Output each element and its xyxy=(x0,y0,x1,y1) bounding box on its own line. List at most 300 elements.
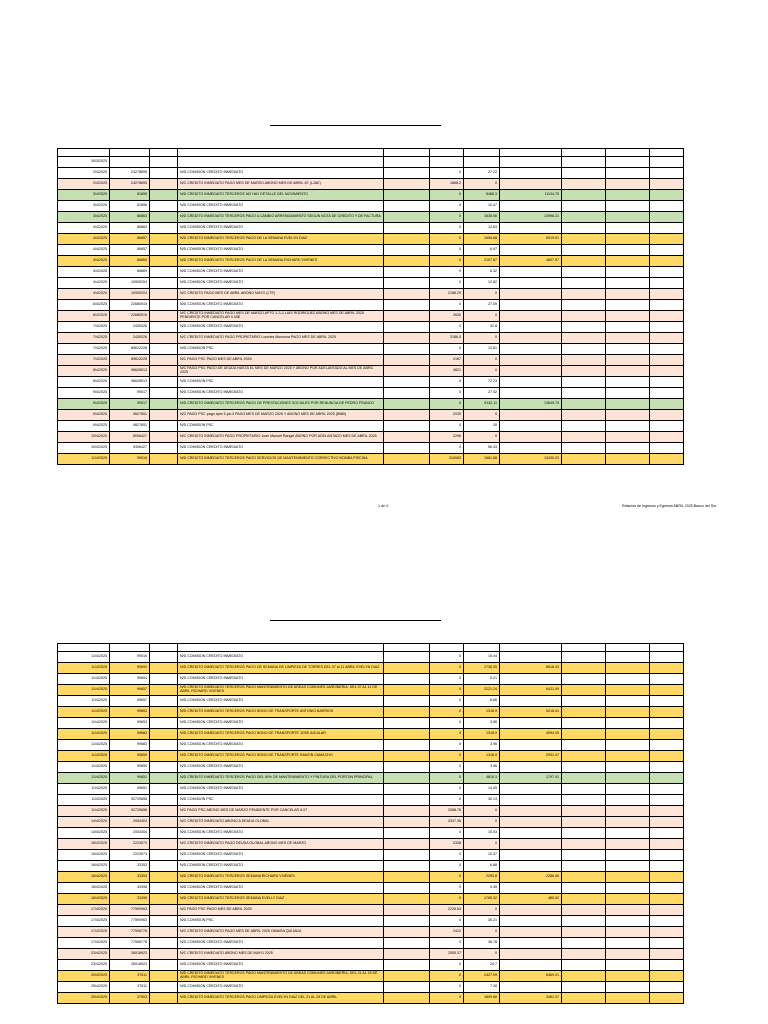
cell-debit: 0 xyxy=(430,828,464,839)
cell-date: 15/4/2025 xyxy=(58,850,110,861)
cell-credit: 27.42 xyxy=(464,388,500,399)
cell-credit: 0 xyxy=(464,366,500,377)
cell-blank xyxy=(562,212,606,223)
cell-date: 3/4/2025 xyxy=(58,212,110,223)
cell-description: N/D COMISION CREDITO INMEDIATO xyxy=(178,828,384,839)
cell-debit: 3337.36 xyxy=(430,817,464,828)
cell-blank xyxy=(384,267,430,278)
cell-balance xyxy=(500,905,562,916)
cell-debit: 0 xyxy=(430,443,464,454)
cell-date: 11/4/2025 xyxy=(58,652,110,663)
cell-balance xyxy=(500,245,562,256)
cell-blank xyxy=(150,894,178,905)
cell-reference: 77590963 xyxy=(110,905,150,916)
cell-reference: 2430026 xyxy=(110,333,150,344)
cell-balance xyxy=(500,740,562,751)
cell-balance xyxy=(500,432,562,443)
ledger-row xyxy=(58,795,684,806)
cell-credit: 1656.68 xyxy=(464,234,500,245)
cell-credit: 14.45 xyxy=(464,784,500,795)
cell-blank xyxy=(562,982,606,993)
cell-description: N/D COMISION PSC xyxy=(178,795,384,806)
cell-blank xyxy=(150,784,178,795)
cell-blank xyxy=(150,311,178,322)
ledger-row xyxy=(58,773,684,784)
cell-blank xyxy=(150,652,178,663)
cell-date: 11/4/2025 xyxy=(58,696,110,707)
cell-reference: 99016 xyxy=(110,652,150,663)
cell-blank xyxy=(650,267,684,278)
cell-blank xyxy=(384,905,430,916)
cell-blank xyxy=(606,278,650,289)
cell-credit: 12.63 xyxy=(464,223,500,234)
ledger-row xyxy=(58,916,684,927)
cell-description: N/C CREDITO INMEDIATO PAGO MES DE MARZO APTO 1-3-2 LUIS RODRIGUEZ ABONO MES DE ABRIL 2025 PENDIENTE POR CANCELAR 0.00$ xyxy=(178,311,384,322)
cell-balance xyxy=(500,644,562,652)
cell-description: N/D CREDITO INMEDIATO TERCEROS PAGO BONO DE TRANSPORTE ANTONIO BARRIOS xyxy=(178,707,384,718)
cell-date: 9/4/2025 xyxy=(58,421,110,432)
cell-balance xyxy=(500,157,562,168)
cell-blank xyxy=(562,311,606,322)
cell-blank xyxy=(562,399,606,410)
cell-debit: 0 xyxy=(430,916,464,927)
cell-date: 16/4/2025 xyxy=(58,894,110,905)
ledger-row xyxy=(58,839,684,850)
cell-debit: 0 xyxy=(430,960,464,971)
cell-debit: 1868.2 xyxy=(430,179,464,190)
cell-balance: 485.52 xyxy=(500,894,562,905)
cell-description: N/D COMISION PSC xyxy=(178,377,384,388)
ledger-row xyxy=(58,300,684,311)
cell-description: N/C PAGO PSC PAGO MES DE ABRIL 2025 xyxy=(178,355,384,366)
cell-date: 11/4/2025 xyxy=(58,751,110,762)
cell-description: N/D CREDITO INMEDIATO TERCEROS SEMANA RICHARD VIVENES xyxy=(178,872,384,883)
cell-credit: 32.8 xyxy=(464,322,500,333)
cell-blank xyxy=(150,927,178,938)
ledger-row xyxy=(58,938,684,949)
cell-blank xyxy=(384,168,430,179)
cell-blank xyxy=(562,168,606,179)
cell-reference: 9306427 xyxy=(110,443,150,454)
cell-blank xyxy=(150,300,178,311)
cell-blank xyxy=(150,344,178,355)
cell-blank xyxy=(384,278,430,289)
cell-balance xyxy=(500,278,562,289)
cell-blank xyxy=(150,663,178,674)
cell-description: N/C PAGO PSC PAGO DE DEUDA HASTA EL MES DE MARZO 2025 Y ABONO POR ADELANTADO AL MES DE ABRIL 2025 xyxy=(178,366,384,377)
ledger-row xyxy=(58,388,684,399)
cell-blank xyxy=(384,773,430,784)
cell-blank xyxy=(150,696,178,707)
cell-blank xyxy=(384,421,430,432)
cell-blank xyxy=(650,663,684,674)
cell-description: N/C CREDITO INMEDIATO PAGO MES DE MARZO ABONO MES DE ABRIL 2E (LJAE) xyxy=(178,179,384,190)
cell-balance: 8919.91 xyxy=(500,234,562,245)
cell-debit: 0 xyxy=(430,883,464,894)
cell-debit: 0 xyxy=(430,421,464,432)
cell-blank xyxy=(384,762,430,773)
cell-date: 30/3/2025 xyxy=(58,157,110,168)
cell-date: 16/4/2025 xyxy=(58,883,110,894)
cell-reference: 99651 xyxy=(110,773,150,784)
cell-balance xyxy=(500,223,562,234)
cell-description: N/D COMISION PSC xyxy=(178,344,384,355)
ledger-row xyxy=(58,454,684,465)
cell-balance xyxy=(500,927,562,938)
cell-blank xyxy=(562,762,606,773)
cell-date: 16/4/2025 xyxy=(58,872,110,883)
cell-blank xyxy=(384,949,430,960)
cell-blank xyxy=(606,399,650,410)
cell-description: N/C PAGO PSC ABONO MES DE MARZO PENDIENTE POR CANCELAR 8.07 xyxy=(178,806,384,817)
ledger-row xyxy=(58,740,684,751)
cell-description: N/D CREDITO INMEDIATO TERCEROS PAGO BONO DE TRANSPORTE JOSE AGUILAR xyxy=(178,729,384,740)
cell-reference: 33353 xyxy=(110,861,150,872)
cell-blank xyxy=(650,949,684,960)
cell-description: N/C PAGO PSC pago apto 5-pb-3 PAGO MES DE MARZO 2025 Y ABONO MES DE ABRIL 2025 ($980) xyxy=(178,410,384,421)
cell-blank xyxy=(150,245,178,256)
cell-debit xyxy=(430,157,464,168)
cell-blank xyxy=(650,245,684,256)
cell-blank xyxy=(562,949,606,960)
cell-reference: 2430026 xyxy=(110,322,150,333)
cell-blank xyxy=(150,454,178,465)
cell-credit: 36.78 xyxy=(464,938,500,949)
cell-balance: 5469.21 xyxy=(500,971,562,982)
cell-blank xyxy=(606,234,650,245)
cell-blank xyxy=(562,916,606,927)
ledger-row xyxy=(58,234,684,245)
cell-balance: 4094.05 xyxy=(500,729,562,740)
cell-credit xyxy=(464,157,500,168)
cell-blank xyxy=(384,157,430,168)
cell-blank xyxy=(606,179,650,190)
cell-blank xyxy=(606,644,650,652)
cell-credit: 6.97 xyxy=(464,245,500,256)
cell-blank xyxy=(562,960,606,971)
cell-blank xyxy=(606,190,650,201)
cell-balance xyxy=(500,718,562,729)
cell-date: 14/4/2025 xyxy=(58,817,110,828)
cell-description: N/D CREDITO INMEDIATO TERCEROS PAGO DEL 50% DE MANTENIMIENTO Y PINTURA DEL PORTON PRINCIPAL xyxy=(178,773,384,784)
cell-blank xyxy=(384,644,430,652)
ledger-row xyxy=(58,190,684,201)
cell-reference: 99694 xyxy=(110,663,150,674)
cell-blank xyxy=(606,784,650,795)
cell-reference: 86857 xyxy=(110,234,150,245)
cell-date xyxy=(58,149,110,157)
cell-description: N/D COMISION CREDITO INMEDIATO xyxy=(178,960,384,971)
cell-blank xyxy=(562,751,606,762)
cell-debit: 0 xyxy=(430,982,464,993)
cell-blank xyxy=(384,399,430,410)
cell-balance: 3461.37 xyxy=(500,993,562,1004)
cell-description: N/D COMISION CREDITO INMEDIATO xyxy=(178,278,384,289)
cell-date: 4/4/2025 xyxy=(58,256,110,267)
cell-date: 4/4/2025 xyxy=(58,289,110,300)
cell-blank xyxy=(150,234,178,245)
ledger-row xyxy=(58,663,684,674)
cell-reference: 37511 xyxy=(110,982,150,993)
cell-debit: 2555.37 xyxy=(430,949,464,960)
cell-blank xyxy=(384,751,430,762)
cell-description: N/C CREDITO INMEDIATO PAGO MES DE ABRIL 2025 OMAIRA QUIJADA xyxy=(178,927,384,938)
cell-blank xyxy=(562,245,606,256)
cell-blank xyxy=(606,751,650,762)
ledger-row xyxy=(58,410,684,421)
cell-credit: 24.7 xyxy=(464,960,500,971)
cell-blank xyxy=(606,971,650,982)
cell-description: N/C CREDITO INMEDIATO ABONO MES DE MAYO 2025 xyxy=(178,949,384,960)
cell-blank xyxy=(562,663,606,674)
cell-blank xyxy=(650,168,684,179)
cell-reference: 99017 xyxy=(110,388,150,399)
cell-blank xyxy=(384,149,430,157)
cell-description: N/D CREDITO INMEDIATO TERCEROS PAGO DE LA SEMANA EVELYN DIAZ xyxy=(178,234,384,245)
cell-reference: 26018923 xyxy=(110,949,150,960)
ledger-row xyxy=(58,927,684,938)
cell-blank xyxy=(650,322,684,333)
cell-description: N/D COMISION CREDITO INMEDIATO xyxy=(178,938,384,949)
cell-blank xyxy=(650,971,684,982)
cell-blank xyxy=(384,828,430,839)
cell-date: 25/4/2025 xyxy=(58,982,110,993)
cell-reference: 77596778 xyxy=(110,927,150,938)
cell-blank xyxy=(650,333,684,344)
cell-blank xyxy=(562,421,606,432)
cell-description: N/D COMISION CREDITO INMEDIATO xyxy=(178,652,384,663)
cell-blank xyxy=(150,960,178,971)
ledger-row xyxy=(58,223,684,234)
cell-reference: 37511 xyxy=(110,971,150,982)
cell-blank xyxy=(650,278,684,289)
cell-blank xyxy=(606,740,650,751)
cell-blank xyxy=(650,916,684,927)
cell-blank xyxy=(562,644,606,652)
cell-reference: 96628913 xyxy=(110,377,150,388)
cell-debit: 2188.29 xyxy=(430,289,464,300)
cell-blank xyxy=(606,806,650,817)
ledger-row xyxy=(58,289,684,300)
cell-description: N/D COMISION CREDITO INMEDIATO xyxy=(178,443,384,454)
cell-blank xyxy=(384,344,430,355)
cell-blank xyxy=(562,432,606,443)
cell-date: 4/4/2025 xyxy=(58,267,110,278)
cell-blank xyxy=(650,872,684,883)
cell-blank xyxy=(384,212,430,223)
cell-blank xyxy=(384,179,430,190)
cell-blank xyxy=(150,212,178,223)
cell-blank xyxy=(150,366,178,377)
cell-balance xyxy=(500,828,562,839)
cell-blank xyxy=(562,839,606,850)
cell-blank xyxy=(606,663,650,674)
cell-debit: 0 xyxy=(430,223,464,234)
cell-blank xyxy=(562,707,606,718)
cell-balance xyxy=(500,344,562,355)
ledger-table-page1 xyxy=(57,148,684,465)
cell-credit: 1318.9 xyxy=(464,707,500,718)
ledger-row xyxy=(58,149,684,157)
cell-blank xyxy=(150,872,178,883)
cell-credit: 27.22 xyxy=(464,168,500,179)
cell-blank xyxy=(650,201,684,212)
cell-reference: 77596778 xyxy=(110,938,150,949)
cell-balance: 13430.23 xyxy=(500,454,562,465)
cell-date: 4/4/2025 xyxy=(58,223,110,234)
ledger-row xyxy=(58,850,684,861)
ledger-row xyxy=(58,696,684,707)
cell-blank xyxy=(650,432,684,443)
cell-blank xyxy=(562,806,606,817)
cell-blank xyxy=(650,289,684,300)
cell-balance: 13996.21 xyxy=(500,212,562,223)
cell-credit: 9142.11 xyxy=(464,399,500,410)
cell-blank xyxy=(562,938,606,949)
cell-blank xyxy=(650,740,684,751)
cell-blank xyxy=(650,234,684,245)
cell-debit: 2030 xyxy=(430,410,464,421)
cell-blank xyxy=(150,707,178,718)
cell-debit: 0 xyxy=(430,850,464,861)
cell-blank xyxy=(650,795,684,806)
cell-balance: 5216.41 xyxy=(500,707,562,718)
cell-blank xyxy=(650,718,684,729)
cell-blank xyxy=(606,366,650,377)
cell-blank xyxy=(606,322,650,333)
cell-balance: 13649.75 xyxy=(500,399,562,410)
cell-description: N/D CREDITO INMEDIATO TERCEROS PAGO SERVICIOS DE MANTENIMIENTO CORRECTIVO BOMBA PISCINA xyxy=(178,454,384,465)
cell-credit: 2107.87 xyxy=(464,256,500,267)
cell-credit: 15.44 xyxy=(464,652,500,663)
cell-date: 11/4/2025 xyxy=(58,795,110,806)
cell-reference: 86863 xyxy=(110,223,150,234)
cell-blank xyxy=(606,927,650,938)
cell-description xyxy=(178,149,384,157)
cell-blank xyxy=(150,333,178,344)
cell-debit: 310083 xyxy=(430,454,464,465)
cell-reference: 99017 xyxy=(110,399,150,410)
cell-reference: 89612228 xyxy=(110,355,150,366)
cell-blank xyxy=(650,388,684,399)
cell-description: N/C PAGO PSC PAGO MES DE ABRIL 2025 xyxy=(178,905,384,916)
cell-date: 2/4/2025 xyxy=(58,179,110,190)
cell-debit: 0 xyxy=(430,685,464,696)
cell-credit: 10.37 xyxy=(464,850,500,861)
cell-balance: 11134.75 xyxy=(500,190,562,201)
cell-blank xyxy=(384,883,430,894)
cell-reference: 99653 xyxy=(110,718,150,729)
ledger-row xyxy=(58,993,684,1004)
cell-balance xyxy=(500,817,562,828)
cell-description: N/D COMISION CREDITO INMEDIATO xyxy=(178,883,384,894)
cell-reference: 77590963 xyxy=(110,916,150,927)
cell-credit: 6.32 xyxy=(464,267,500,278)
cell-date: 8/4/2025 xyxy=(58,377,110,388)
cell-debit: 0 xyxy=(430,861,464,872)
cell-balance xyxy=(500,355,562,366)
cell-date: 11/4/2025 xyxy=(58,729,110,740)
cell-blank xyxy=(606,894,650,905)
cell-debit: 0 xyxy=(430,377,464,388)
cell-date: 10/4/2025 xyxy=(58,432,110,443)
cell-blank xyxy=(384,806,430,817)
cell-balance xyxy=(500,377,562,388)
cell-blank xyxy=(150,388,178,399)
cell-blank xyxy=(150,729,178,740)
cell-date: 3/4/2025 xyxy=(58,201,110,212)
cell-blank xyxy=(150,410,178,421)
ledger-row xyxy=(58,366,684,377)
cell-blank xyxy=(562,355,606,366)
cell-blank xyxy=(606,828,650,839)
cell-blank xyxy=(562,234,606,245)
cell-description: N/D COMISION CREDITO INMEDIATO xyxy=(178,982,384,993)
cell-description: N/D CREDITO INMEDIATO TERCEROS PAGO MANTENIMIENTO DE AREAS COMUNES JARDINERIA, DEL 21 AL 25 DE ABRIL RICHARD VIVENES xyxy=(178,971,384,982)
cell-debit: 0 xyxy=(430,751,464,762)
cell-reference: 10905204 xyxy=(110,289,150,300)
cell-debit: 0 xyxy=(430,399,464,410)
ledger-row xyxy=(58,168,684,179)
cell-credit: 3.96 xyxy=(464,718,500,729)
cell-balance xyxy=(500,410,562,421)
cell-credit: 30.13 xyxy=(464,795,500,806)
cell-blank xyxy=(606,960,650,971)
cell-blank xyxy=(650,157,684,168)
cell-description: N/D COMISION CREDITO INMEDIATO xyxy=(178,861,384,872)
cell-blank xyxy=(606,289,650,300)
cell-blank xyxy=(150,905,178,916)
cell-credit: 1785.32 xyxy=(464,894,500,905)
cell-blank xyxy=(384,839,430,850)
cell-debit: 4821 xyxy=(430,366,464,377)
cell-blank xyxy=(606,718,650,729)
cell-date: 4/4/2025 xyxy=(58,234,110,245)
cell-blank xyxy=(150,795,178,806)
cell-blank xyxy=(562,894,606,905)
cell-blank xyxy=(606,850,650,861)
cell-debit: 0 xyxy=(430,212,464,223)
cell-blank xyxy=(606,729,650,740)
cell-reference: 24278895 xyxy=(110,168,150,179)
cell-debit: 0 xyxy=(430,762,464,773)
ledger-row xyxy=(58,872,684,883)
cell-reference: 89612228 xyxy=(110,344,150,355)
cell-credit: 36.21 xyxy=(464,916,500,927)
cell-debit: 0 xyxy=(430,322,464,333)
cell-blank xyxy=(150,773,178,784)
cell-blank xyxy=(606,223,650,234)
cell-credit: 27.59 xyxy=(464,300,500,311)
cell-reference: 99659 xyxy=(110,762,150,773)
cell-blank xyxy=(650,685,684,696)
cell-blank xyxy=(562,795,606,806)
cell-debit xyxy=(430,149,464,157)
cell-credit: 30 xyxy=(464,421,500,432)
cell-credit: 12.81 xyxy=(464,344,500,355)
cell-blank xyxy=(150,278,178,289)
ledger-row xyxy=(58,421,684,432)
cell-blank xyxy=(562,674,606,685)
cell-blank xyxy=(384,718,430,729)
footer-report-title: Relación de Ingresos y Egresos ABRIL 2025 Banco del Sur xyxy=(622,504,717,508)
cell-date: 17/4/2025 xyxy=(58,927,110,938)
cell-blank xyxy=(562,443,606,454)
ledger-row xyxy=(58,894,684,905)
cell-balance xyxy=(500,289,562,300)
cell-blank xyxy=(384,850,430,861)
cell-blank xyxy=(384,740,430,751)
